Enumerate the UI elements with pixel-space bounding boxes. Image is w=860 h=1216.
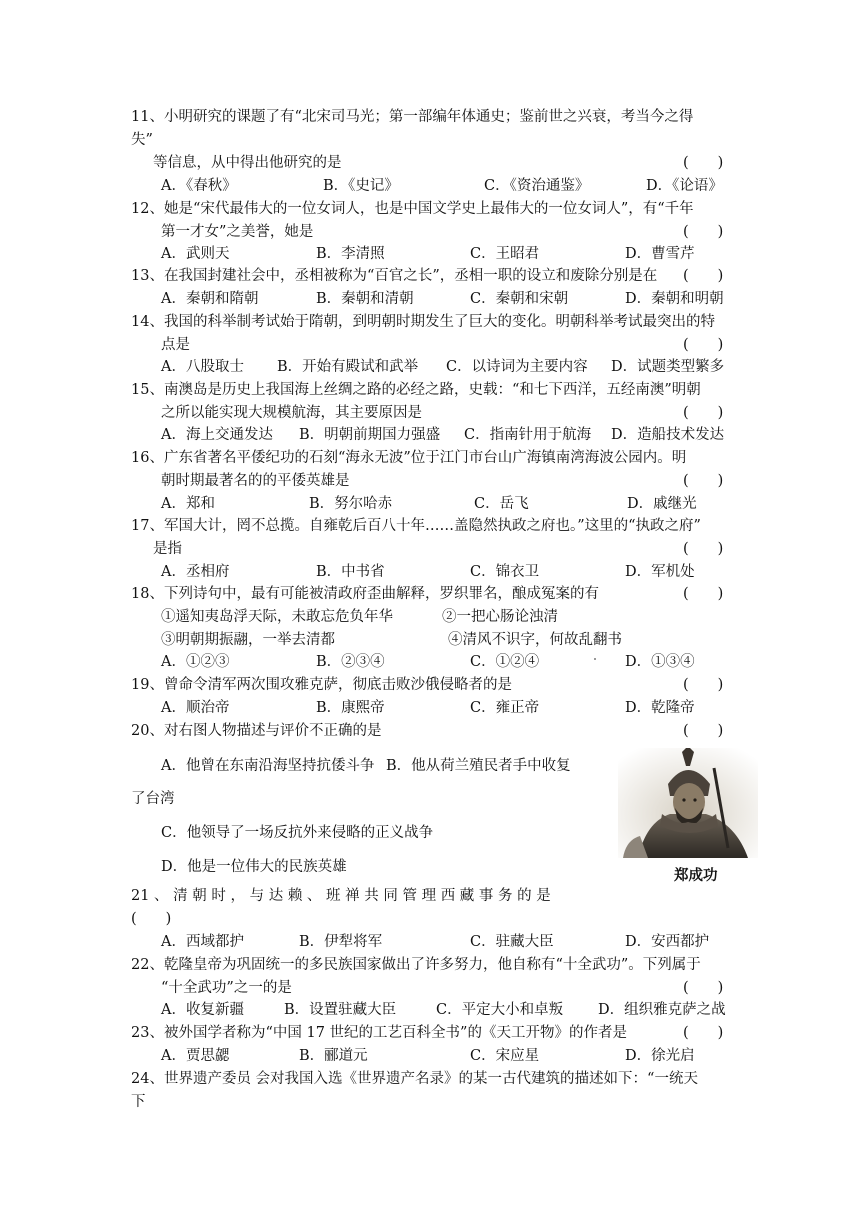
question-11-stem-cont: 失” <box>131 132 153 148</box>
option-d: D．乾隆帝 <box>625 700 695 716</box>
question-23-stem: 23、被外国学者称为“中国 17 世纪的工艺百科全书”的《天工开物》的作者是 <box>131 1025 627 1041</box>
option-b: B．伊犁将军 <box>299 934 383 950</box>
option-c: C．宋应星 <box>470 1048 540 1064</box>
answer-bracket: ( ) <box>683 473 724 489</box>
option-a: A．《春秋》 <box>161 178 237 194</box>
question-15-stem: 15、南澳岛是历史上我国海上丝绸之路的必经之路，史载：“和七下西洋，五经南澳”明朝 <box>131 382 701 398</box>
answer-bracket: ( ) <box>683 1025 724 1041</box>
answer-bracket: ( ) <box>683 586 724 602</box>
question-14-stem-cont: 点是 <box>161 337 190 353</box>
poem-line-3: ③明朝期振翮，一举去清都 <box>161 632 335 648</box>
option-b: B．②③④ <box>316 654 385 670</box>
option-c: C．岳飞 <box>474 496 529 512</box>
question-20-stem: 20、对右图人物描述与评价不正确的是 <box>131 723 382 739</box>
answer-bracket: ( ) <box>683 723 724 739</box>
option-b: B．郦道元 <box>299 1048 368 1064</box>
answer-bracket: ( ) <box>131 911 172 927</box>
answer-bracket: ( ) <box>683 155 724 171</box>
answer-bracket: ( ) <box>683 224 724 240</box>
option-c: C．王昭君 <box>470 246 540 262</box>
option-b: B．李清照 <box>316 246 385 262</box>
option-a: A．郑和 <box>161 496 215 512</box>
answer-bracket: ( ) <box>683 337 724 353</box>
answer-bracket: ( ) <box>683 405 724 421</box>
option-a: A．西域都护 <box>161 934 244 950</box>
option-d: D．他是一位伟大的民族英雄 <box>161 859 347 875</box>
answer-bracket: ( ) <box>683 541 724 557</box>
question-16-stem: 16、广东省著名平倭纪功的石刻“海永无波”位于江门市台山广海镇南湾海波公园内。明 <box>131 450 687 466</box>
option-a: A．①②③ <box>161 654 230 670</box>
option-c: C．他领导了一场反抗外来侵略的正义战争 <box>161 825 434 841</box>
option-b: B．努尔哈赤 <box>309 496 393 512</box>
option-b: B．设置驻藏大臣 <box>284 1002 397 1018</box>
question-14-stem: 14、我国的科举制考试始于隋朝，到明朝时期发生了巨大的变化。明朝科举考试最突出的特 <box>131 314 715 330</box>
option-d: D．试题类型繁多 <box>611 359 725 375</box>
question-19-stem: 19、曾命令清军两次围攻雅克萨，彻底击败沙俄侵略者的是 <box>131 677 512 693</box>
question-17-stem: 17、军国大计，罔不总揽。自雍乾后百八十年……盖隐然执政之府也。”这里的“执政之府” <box>131 518 701 534</box>
question-13-stem: 13、在我国封建社会中，丞相被称为“百官之长”，丞相一职的设立和废除分别是在 <box>131 268 658 284</box>
option-a: A．他曾在东南沿海坚持抗倭斗争 <box>161 758 375 774</box>
option-d: D．徐光启 <box>625 1048 695 1064</box>
question-22-stem-cont: “十全武功”之一的是 <box>161 980 292 996</box>
question-15-stem-cont: 之所以能实现大规模航海，其主要原因是 <box>161 405 422 421</box>
option-a: A．收复新疆 <box>161 1002 244 1018</box>
option-d: D．《论语》 <box>646 178 723 194</box>
question-18-stem: 18、下列诗句中，最有可能被清政府歪曲解释，罗织罪名，酿成冤案的有 <box>131 586 599 602</box>
option-a: A．海上交通发达 <box>161 427 273 443</box>
option-c: C．驻藏大臣 <box>470 934 554 950</box>
portrait-caption: 郑成功 <box>674 868 718 884</box>
question-21-stem: 21 、 清 朝 时 ， 与 达 赖 、 班 禅 共 同 管 理 西 藏 事 务 的 是 <box>131 888 551 904</box>
option-a: A．贾思勰 <box>161 1048 230 1064</box>
option-d: D．秦朝和明朝 <box>625 291 724 307</box>
question-16-stem-cont: 朝时期最著名的的平倭英雄是 <box>161 473 350 489</box>
option-d: D．造船技术发达 <box>611 427 725 443</box>
question-17-stem-cont: 是指 <box>153 541 182 557</box>
question-12-stem: 12、她是“宋代最伟大的一位女词人，也是中国文学史上最伟大的一位女词人”，有“千年 <box>131 201 694 217</box>
option-c: C．指南针用于航海 <box>464 427 592 443</box>
option-b-cont: 了台湾 <box>131 791 175 807</box>
option-b: B．他从荷兰殖民者手中收复 <box>386 758 571 774</box>
question-22-stem: 22、乾隆皇帝为巩固统一的多民族国家做出了许多努力，他自称有“十全武功”。下列属于 <box>131 957 701 973</box>
option-a: A．顺治帝 <box>161 700 230 716</box>
question-11-stem-cont2: 等信息，从中得出他研究的是 <box>153 155 342 171</box>
question-24-stem-cont: 下 <box>131 1094 146 1110</box>
answer-bracket: ( ) <box>683 677 724 693</box>
option-a: A．丞相府 <box>161 564 230 580</box>
option-a: A．八股取士 <box>161 359 244 375</box>
poem-line-4: ④清风不识字，何故乱翻书 <box>448 632 622 648</box>
option-d: D．组织雅克萨之战 <box>598 1002 726 1018</box>
option-c: C．锦衣卫 <box>470 564 540 580</box>
option-b: B．中书省 <box>316 564 385 580</box>
option-c: C．①②④ <box>470 654 540 670</box>
option-c: C．雍正帝 <box>470 700 540 716</box>
answer-bracket: ( ) <box>683 268 724 284</box>
option-a: A．武则天 <box>161 246 230 262</box>
option-d: D．戚继光 <box>627 496 697 512</box>
option-d: D．安西都护 <box>625 934 710 950</box>
stray-dot <box>594 658 596 660</box>
option-d: D．①③④ <box>625 654 695 670</box>
option-b: B．明朝前期国力强盛 <box>299 427 441 443</box>
poem-line-2: ②一把心肠论浊清 <box>442 609 558 625</box>
option-d: D．曹雪芹 <box>625 246 695 262</box>
question-24-stem: 24、世界遗产委员 会对我国入选《世界遗产名录》的某一古代建筑的描述如下：“一统天 <box>131 1071 698 1087</box>
answer-bracket: ( ) <box>683 980 724 996</box>
zheng-chenggong-portrait <box>618 748 758 858</box>
option-b: B．开始有殿试和武举 <box>277 359 419 375</box>
question-11-stem: 11、小明研究的课题了有“北宋司马光；第一部编年体通史；鉴前世之兴衰，考当今之得 <box>131 109 694 125</box>
option-b: B．康熙帝 <box>316 700 385 716</box>
poem-line-1: ①遥知夷岛浮天际，未敢忘危负年华 <box>161 609 393 625</box>
option-b: B．秦朝和清朝 <box>316 291 414 307</box>
option-c: C．以诗词为主要内容 <box>446 359 588 375</box>
option-a: A．秦朝和隋朝 <box>161 291 259 307</box>
option-b: B．《史记》 <box>323 178 399 194</box>
option-c: C．平定大小和卓叛 <box>436 1002 564 1018</box>
option-c: C．《资治通鉴》 <box>484 178 590 194</box>
question-12-stem-cont: 第一才女”之美誉，她是 <box>161 224 314 240</box>
option-d: D．军机处 <box>625 564 695 580</box>
option-c: C．秦朝和宋朝 <box>470 291 569 307</box>
